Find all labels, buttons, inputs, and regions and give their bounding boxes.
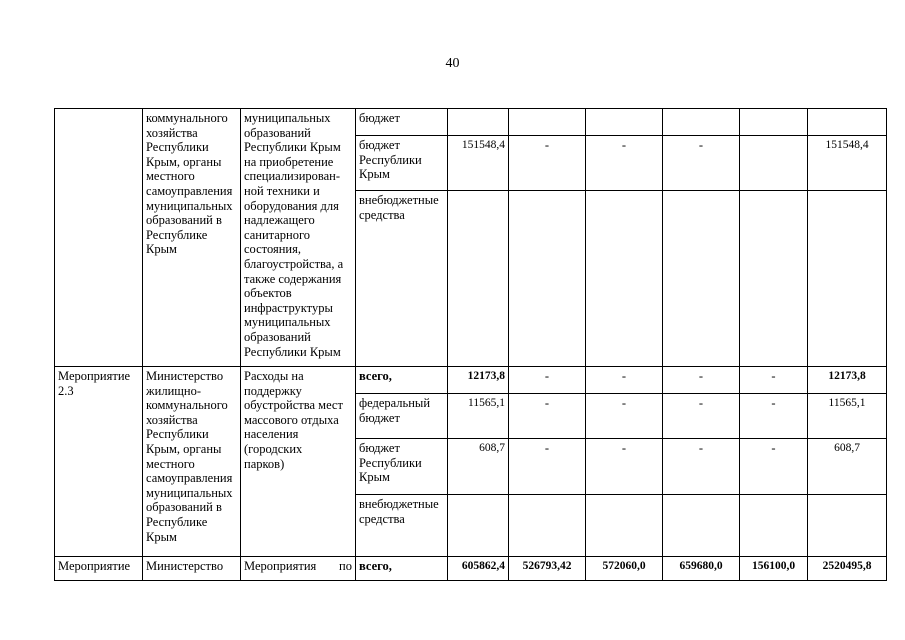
measure-cell: Мероприятие 2.3	[55, 367, 143, 557]
funding-source-cell: всего,	[356, 367, 448, 394]
value-cell	[586, 495, 663, 557]
total-cell	[808, 191, 887, 367]
value-cell: 572060,0	[586, 557, 663, 581]
total-cell: 12173,8	[808, 367, 887, 394]
value-cell: -	[509, 439, 586, 495]
value-cell: 659680,0	[663, 557, 740, 581]
funding-table	[54, 108, 887, 581]
value-cell	[509, 109, 586, 136]
value-cell	[740, 191, 808, 367]
total-cell: 11565,1	[808, 394, 887, 439]
funding-source-cell: внебюджетные средства	[356, 191, 448, 367]
executor-cell: коммунального хозяйства Республики Крым, органы местного самоуправления муниципальных образований в Республике Крым	[143, 109, 241, 367]
table-row	[55, 557, 887, 581]
page-number: 40	[445, 56, 460, 71]
table-row	[55, 109, 887, 136]
value-cell: 11565,1	[448, 394, 509, 439]
description-cell: муниципальных образований Республики Крым на приобретение специализирован- ной техники и оборудования для надлежащего санитарного состояния, благоустройства, а также содержания объектов инфраструктуры муниципальных образований Республики Крым	[241, 109, 356, 367]
value-cell: -	[586, 394, 663, 439]
value-cell: 605862,4	[448, 557, 509, 581]
total-cell	[808, 109, 887, 136]
total-cell	[808, 495, 887, 557]
value-cell	[448, 191, 509, 367]
value-cell: 608,7	[448, 439, 509, 495]
value-cell: 156100,0	[740, 557, 808, 581]
funding-source-cell: бюджет Республики Крым	[356, 136, 448, 191]
description-cell: Расходы на поддержку обустройства мест массового отдыха населения (городских парков)	[241, 367, 356, 557]
value-cell: -	[509, 394, 586, 439]
value-cell	[586, 191, 663, 367]
funding-source-cell: внебюджетные средства	[356, 495, 448, 557]
value-cell	[663, 191, 740, 367]
total-cell: 151548,4	[808, 136, 887, 191]
table-row	[55, 367, 887, 394]
value-cell	[740, 136, 808, 191]
value-cell	[663, 109, 740, 136]
value-cell	[740, 109, 808, 136]
value-cell	[448, 109, 509, 136]
value-cell: -	[663, 367, 740, 394]
executor-cell: Министерство жилищно- коммунального хозяйства Республики Крым, органы местного самоуправления муниципальных образований в Республике Крым	[143, 367, 241, 557]
value-cell: -	[740, 439, 808, 495]
value-cell: -	[740, 394, 808, 439]
value-cell: -	[663, 439, 740, 495]
value-cell: 151548,4	[448, 136, 509, 191]
funding-source-cell: федеральный бюджет	[356, 394, 448, 439]
value-cell	[509, 191, 586, 367]
value-cell	[663, 495, 740, 557]
funding-source-cell: бюджет Республики Крым	[356, 439, 448, 495]
value-cell: -	[586, 136, 663, 191]
total-cell: 608,7	[808, 439, 887, 495]
value-cell: -	[663, 394, 740, 439]
value-cell	[448, 495, 509, 557]
value-cell: -	[586, 367, 663, 394]
funding-source-cell: бюджет	[356, 109, 448, 136]
value-cell: -	[663, 136, 740, 191]
total-cell: 2520495,8	[808, 557, 887, 581]
value-cell: -	[740, 367, 808, 394]
value-cell: -	[509, 136, 586, 191]
measure-cell	[55, 109, 143, 367]
value-cell: -	[509, 367, 586, 394]
value-cell	[509, 495, 586, 557]
funding-source-cell: всего,	[356, 557, 448, 581]
value-cell	[586, 109, 663, 136]
value-cell: -	[586, 439, 663, 495]
description-cell: Мероприятия по	[241, 557, 356, 581]
measure-cell: Мероприятие	[55, 557, 143, 581]
value-cell: 12173,8	[448, 367, 509, 394]
value-cell	[740, 495, 808, 557]
value-cell: 526793,42	[509, 557, 586, 581]
executor-cell: Министерство	[143, 557, 241, 581]
